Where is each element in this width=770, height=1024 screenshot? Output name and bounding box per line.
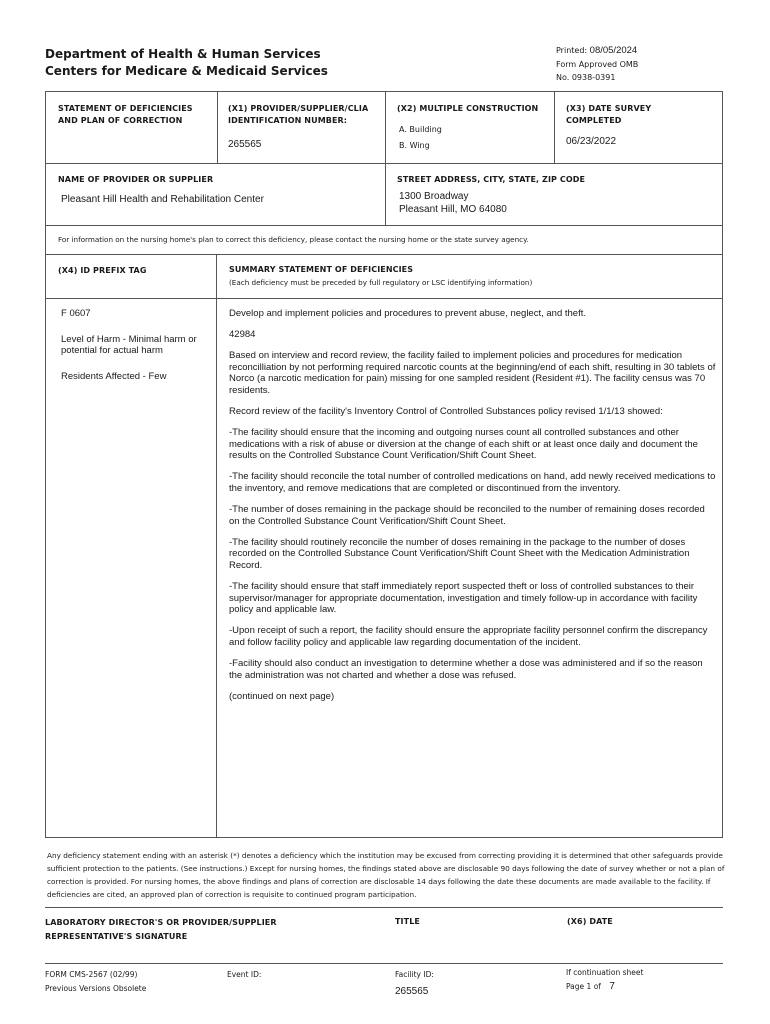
continued-note: (continued on next page) (229, 690, 335, 702)
facility-id-value: 265565 (395, 986, 429, 997)
paragraph: -The facility should routinely reconcile the number of doses remaining in the package to the number of doses recorded on the Controlled Substance Count Verification/Shift Count Sheet with the Medication Administration Record. (229, 536, 690, 571)
address-label: STREET ADDRESS, CITY, STATE, ZIP CODE (397, 175, 586, 184)
paragraph: Record review of the facility's Inventory Control of Controlled Substances policy revised 1/1/13 showed: (229, 406, 663, 418)
event-id-label: Event ID: (227, 970, 262, 979)
summary-label: SUMMARY STATEMENT OF DEFICIENCIES (229, 265, 414, 274)
date-label: (X6) DATE (567, 917, 613, 926)
paragraph: -The facility should ensure that the incoming and outgoing nurses count all controlled substances and other medications with a risk of abuse or diversion at the change of each shift or at least once daily and document the results on the Controlled Substance Count Verification/Shift Count Sheet. (229, 427, 698, 462)
paragraph: -The number of doses remaining in the package should be reconciled to the number of remaining doses recorded on the Controlled Substance Count Verification/Shift Count Sheet. (229, 504, 705, 527)
statement-label: STATEMENT OF DEFICIENCIES AND PLAN OF CORRECTION (58, 104, 193, 125)
page-info (566, 966, 643, 993)
x2-label: (X2) MULTIPLE CONSTRUCTION (397, 104, 539, 113)
agency-header (45, 46, 328, 80)
paragraph: -Facility should also conduct an investigation to determine whether a dose was administered and if so the reason the administration was not charted and whether a dose was refused. (229, 658, 703, 681)
x3-value: 06/23/2022 (566, 136, 617, 147)
divider (46, 254, 722, 255)
divider (46, 163, 722, 164)
provider-name: Pleasant Hill Health and Rehabilitation Center (61, 194, 264, 205)
facility-id-label: Facility ID: (395, 970, 434, 979)
x1-label: (X1) PROVIDER/SUPPLIER/CLIA IDENTIFICATION NUMBER: (228, 104, 369, 125)
agency-line-1: Department of Health & Human Services (45, 47, 321, 61)
x1-value: 265565 (228, 139, 262, 150)
previous-versions: Previous Versions Obsolete (45, 983, 147, 993)
summary-sub: (Each deficiency must be preceded by full regulatory or LSC identifying information) (229, 278, 533, 287)
address-line-1: 1300 Broadway (399, 191, 469, 202)
divider (385, 92, 386, 225)
divider (45, 963, 723, 964)
x3-label: (X3) DATE SURVEY COMPLETED (566, 104, 652, 125)
form-approval-block (556, 44, 638, 85)
title-label: TITLE (395, 917, 420, 926)
provider-label: NAME OF PROVIDER OR SUPPLIER (58, 175, 214, 184)
level-of-harm: Level of Harm - Minimal harm or potential for actual harm (61, 333, 197, 357)
x4-label: (X4) ID PREFIX TAG (58, 266, 147, 275)
x2-wing: B. Wing (399, 141, 430, 150)
residents-affected: Residents Affected - Few (61, 370, 167, 382)
deficiency-tag-column (61, 308, 211, 396)
info-note: For information on the nursing home's plan to correct this deficiency, please contact the nursing home or the state survey agency. (58, 235, 529, 244)
form-number: FORM CMS-2567 (02/99) (45, 970, 138, 979)
disclaimer-text: Any deficiency statement ending with an asterisk (*) denotes a deficiency which the institution may be excused from correcting providing it is determined that other safeguards provide sufficient protection to the patients. (See instructions.) Except for nursing homes, the findings stated above are disclosable 90 days following the date of survey whether or not a plan of correction is provided. For nursing homes, the above findings and plans of correction are disclosable 14 days following the date these documents are made available to the facility. If deficiencies are cited, an approved plan of correction is requisite to continued program participation. (47, 851, 725, 899)
paragraph: -Upon receipt of such a report, the facility should ensure the appropriate facility personnel confirm the discrepancy and follow facility policy and applicable law regarding documentation of the incident. (229, 625, 708, 648)
paragraph: -The facility should ensure that staff immediately report suspected theft or loss of controlled substances to their supervisor/manager for appropriate documentation, investigation and timely follow-up in accordance with facility policy and applicable law. (229, 581, 698, 616)
continuation-label: If continuation sheet (566, 968, 644, 977)
deficiency-tag: F 0607 (61, 308, 91, 319)
form-approved: Form Approved OMB (556, 59, 639, 69)
paragraph: Based on interview and record review, the facility failed to implement policies and procedures for medication reconcilliation by not performing required narcotic counts at the beginning/end of each shift, resulting in 30 tablets of Norco (a narcotic medication for pain) missing for one sampled resident (Resident #1). The facility census was 70 residents. (229, 350, 716, 396)
signature-label: LABORATORY DIRECTOR'S OR PROVIDER/SUPPLIER REPRESENTATIVE'S SIGNATURE (45, 918, 277, 941)
page-label: Page 1 of (566, 981, 601, 991)
form-number-block (45, 968, 146, 995)
divider (45, 907, 723, 908)
x2-building: A. Building (399, 125, 442, 134)
printed-date: 08/05/2024 (589, 45, 638, 56)
divider (216, 254, 217, 838)
divider (46, 298, 722, 299)
printed-label: Printed: (556, 46, 588, 55)
paragraph: 42984 (229, 329, 256, 341)
paragraph: Develop and implement policies and procedures to prevent abuse, neglect, and theft. (229, 308, 587, 319)
page-total: 7 (609, 980, 615, 992)
divider (554, 92, 555, 163)
omb-number: No. 0938-0391 (556, 73, 616, 82)
agency-line-2: Centers for Medicare & Medicaid Services (45, 64, 328, 78)
paragraph: -The facility should reconcile the total number of controlled medications on hand, add newly received medications to the inventory, and remove medications that are completed or discontinued from the inventory. (229, 471, 716, 495)
divider (217, 92, 218, 163)
summary-statement (229, 308, 717, 712)
divider (46, 225, 722, 226)
address-line-2: Pleasant Hill, MO 64080 (399, 204, 507, 215)
